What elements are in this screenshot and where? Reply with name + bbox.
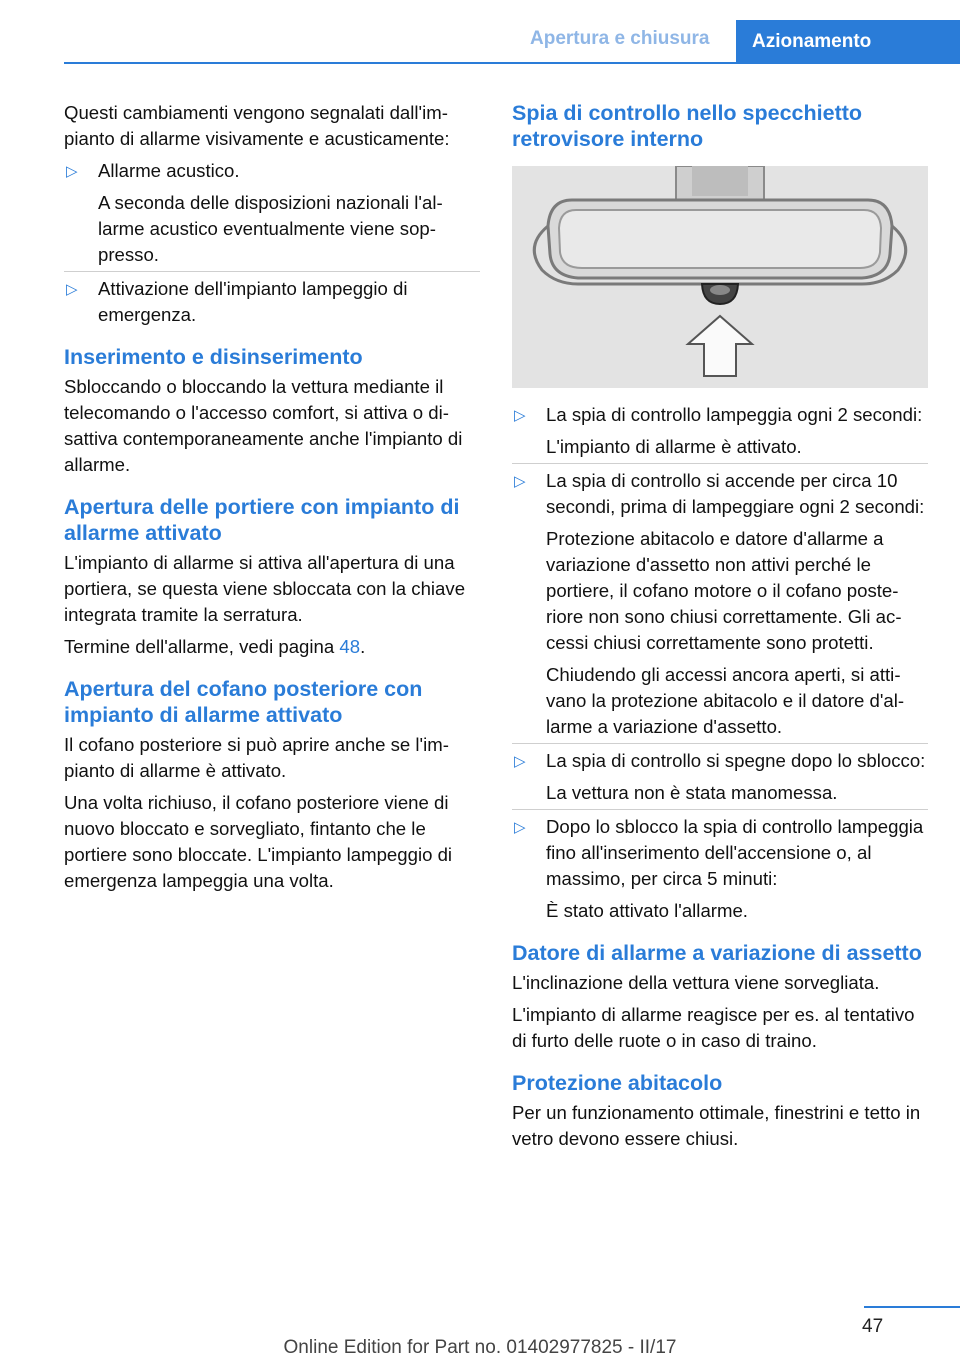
rearview-mirror-icon (512, 166, 928, 388)
heading-indicator: Spia di controllo nello specchietto retrovisore interno (512, 101, 863, 151)
doors-paragraph: L'impianto di allarme si attiva all'apertura di una portiera, se questa viene sbloccata con la chiave integrata tramite la serratura. (64, 552, 466, 625)
list-divider (64, 271, 480, 272)
page-link-48[interactable]: 48 (339, 636, 361, 657)
header-chapter-tab: Azionamento (736, 20, 960, 64)
alarm-signal-list (64, 158, 480, 328)
heading-insert: Inserimento e disinserimento (64, 345, 363, 369)
mirror-illustration (512, 166, 928, 388)
list-item: ▷ Allarme acustico. A seconda delle disposizioni nazionali l'allarme acustico eventualmente viene soppresso. (66, 160, 443, 265)
footer-rule (864, 1306, 960, 1308)
bullet-triangle-icon: ▷ (514, 473, 526, 490)
heading-doors: Apertura delle portiere con impianto di allarme attivato (64, 495, 460, 545)
list-divider (512, 463, 928, 464)
list-divider (512, 743, 928, 744)
trunk-paragraph-2: Una volta richiuso, il cofano posteriore viene di nuovo bloccato e sorvegliato, fintanto che le portiere sono bloccate. L'impianto lampeggio di emergenza lampeggia una volta. (64, 792, 453, 891)
indicator-states-list (512, 402, 928, 924)
left-column (64, 100, 480, 900)
tilt-paragraph-2: L'impianto di allarme reagisce per es. al tentativo di furto delle ruote o in caso di traino. (512, 1004, 915, 1051)
list-divider (512, 809, 928, 810)
page-number: 47 (862, 1316, 884, 1337)
bullet-triangle-icon: ▷ (514, 819, 526, 836)
tilt-paragraph-1: L'inclinazione della vettura viene sorvegliata. (512, 972, 880, 993)
edition-footer: Online Edition for Part no. 01402977825 - II/17 (283, 1337, 677, 1358)
trunk-paragraph-1: Il cofano posteriore si può aprire anche se l'impianto di allarme è attivato. (64, 734, 449, 781)
heading-trunk: Apertura del cofano posteriore con impianto di allarme attivato (64, 677, 423, 727)
header-rule (64, 62, 960, 64)
bullet-triangle-icon: ▷ (514, 753, 526, 770)
right-column (512, 100, 928, 1158)
insert-paragraph: Sbloccando o bloccando la vettura mediante il telecomando o l'accesso comfort, si attiva o disattiva contemporaneamente anche l'impianto di allarme. (64, 376, 463, 475)
intro-paragraph: Questi cambiamenti vengono segnalati dall'impianto di allarme visivamente e acusticamente: (64, 102, 450, 149)
cabin-paragraph: Per un funzionamento ottimale, finestrini e tetto in vetro devono essere chiusi. (512, 1102, 921, 1149)
list-item: ▷ Dopo lo sblocco la spia di controllo lampeggia fino all'inserimento dell'accensione o, al massimo, per circa 5 minuti: È stato attivato l'allarme. (512, 814, 928, 924)
list-item: ▷ La spia di controllo si accende per circa 10 secondi, prima di lampeggiare ogni 2 secondi: Protezione abitacolo e datore d'allarme a variazione d'assetto non attivi perché le portiere, il cofano motore o il cofano posteriore non sono chiusi correttamente. Gli accessi chiusi correttamente sono protetti. Chiudendo gli accessi ancora aperti, si attivano la protezione abitacolo e il datore d'allarme a variazione d'assetto. (512, 468, 928, 740)
bullet-triangle-icon: ▷ (514, 407, 526, 424)
list-item: ▷ Attivazione dell'impianto lampeggio di emergenza. (64, 276, 480, 328)
list-item: ▷ La spia di controllo lampeggia ogni 2 secondi: L'impianto di allarme è attivato. (514, 404, 923, 457)
heading-tilt: Datore di allarme a variazione di assetto (512, 941, 922, 965)
heading-cabin: Protezione abitacolo (512, 1071, 723, 1095)
bullet-triangle-icon: ▷ (66, 163, 78, 180)
header-section-title: Apertura e chiusura (530, 28, 710, 49)
bullet-triangle-icon: ▷ (66, 281, 78, 298)
alarm-end-paragraph: Termine dell'allarme, vedi pagina 48. (64, 636, 366, 657)
list-item: ▷ La spia di controllo si spegne dopo lo sblocco: La vettura non è stata manomessa. (512, 748, 928, 806)
